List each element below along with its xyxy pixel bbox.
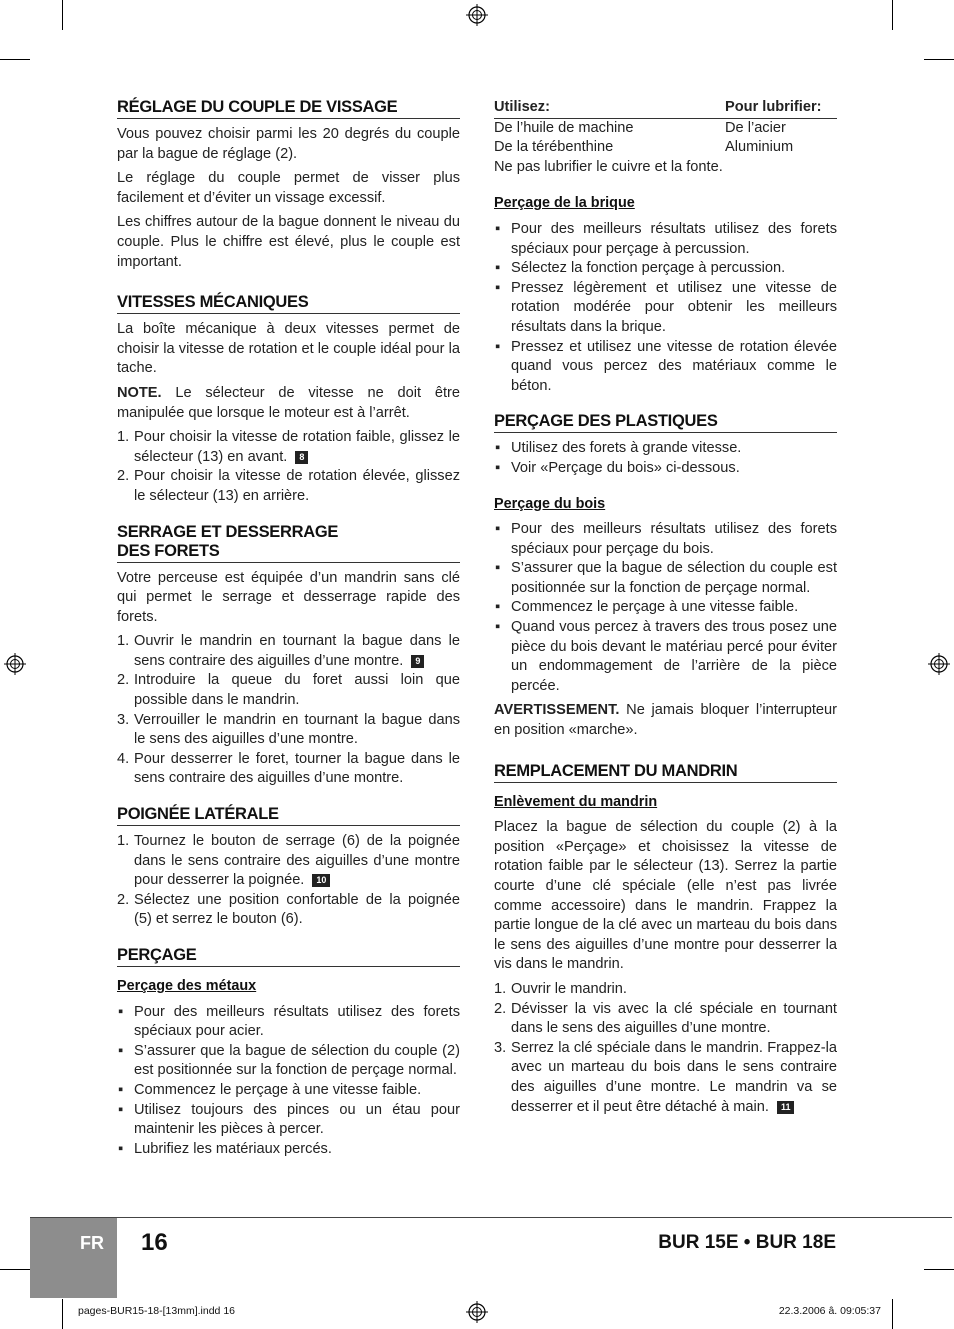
right-column (494, 98, 837, 1117)
page-number: 16 (141, 1229, 168, 1256)
registration-mark-icon (466, 1301, 488, 1323)
item-number: 1. (117, 633, 130, 650)
file-slug: pages-BUR15-18-[13mm].indd 16 (78, 1305, 235, 1317)
table-row (494, 118, 837, 138)
bullet: ▪ (118, 1101, 124, 1118)
title-line: SERRAGE ET DESSERRAGE (117, 522, 339, 541)
bullet-list (494, 220, 837, 396)
table-header: Pour lubrifier: (725, 98, 837, 118)
list-item (494, 559, 837, 598)
bullet: ▪ (118, 1140, 124, 1157)
bullet: ▪ (495, 279, 501, 296)
list-item (494, 1000, 837, 1039)
table-header-row (494, 98, 837, 118)
item-text: Dévisser la vis avec la clé spéciale en tournant dans le sens des aiguilles d’une montre. (511, 1000, 837, 1037)
list-item (494, 618, 837, 696)
registration-mark-icon (4, 653, 26, 675)
figure-reference-badge: 9 (411, 655, 424, 668)
paragraph: Placez la bague de sélection du couple (2) à la position «Perçage» et choisissez la vitesse de rotation faible par le sélecteur (13). Serrez la partie courte d’une clé spéciale (elle n’est pas livrée comme accessoire) dans le mandrin. Frappez la partie longue de la clé avec un marteau du bois dans le sens des aiguilles d’une montre pour desserrer la vis dans le mandrin. (494, 819, 837, 973)
list-item (117, 428, 460, 467)
bullet: ▪ (495, 521, 501, 538)
subsection-title: Perçage des métaux (117, 978, 257, 994)
list-item (117, 750, 460, 789)
item-number: 1. (494, 980, 507, 997)
item-text: Pour des meilleurs résultats utilisez des forets spéciaux pour perçage du bois. (511, 521, 837, 557)
numbered-list (117, 632, 460, 789)
registration-mark-icon (928, 653, 950, 675)
item-number: 2. (117, 891, 130, 908)
section-title: REMPLACEMENT DU MANDRIN (494, 762, 837, 783)
item-number: 4. (117, 750, 130, 767)
item-number: 3. (494, 1039, 507, 1056)
paragraph: La boîte mécanique à deux vitesses permet de choisir la vitesse de rotation et le couple idéal pour la tache. (117, 321, 460, 377)
list-item (494, 220, 837, 259)
item-text: S’assurer que la bague de sélection du couple (2) est positionnée sur la fonction de perçage normal. (134, 1042, 460, 1079)
table-header: Utilisez: (494, 98, 725, 118)
bullet: ▪ (495, 260, 501, 277)
paragraph: Vous pouvez choisir parmi les 20 degrés du couple par la bague de réglage (2). (117, 126, 460, 162)
footer-rule (30, 1217, 952, 1218)
bullet: ▪ (495, 560, 501, 577)
bullet-list (117, 1003, 460, 1160)
item-text: Pour desserrer le foret, tourner la bague dans le sens contraire des aiguilles d’une montre. (134, 750, 460, 787)
bullet: ▪ (118, 1003, 124, 1020)
model-name: BUR 15E • BUR 18E (658, 1232, 836, 1253)
bullet-list (494, 439, 837, 478)
crop-mark (892, 0, 893, 30)
warning-text: Ne jamais bloquer l’interrupteur en position «marche». (494, 702, 837, 739)
item-number: 1. (117, 833, 130, 850)
language-tab (30, 1218, 117, 1298)
item-text: Commencez le perçage à une vitesse faible. (511, 599, 799, 616)
list-item (117, 1042, 460, 1081)
paragraph: Le réglage du couple permet de visser plus facilement et d’éviter un vissage excessif. (117, 170, 460, 206)
numbered-list (117, 832, 460, 930)
item-text: Ouvrir le mandrin. (511, 980, 627, 997)
bullet: ▪ (495, 619, 501, 636)
crop-mark (924, 59, 954, 60)
item-text: Serrez la clé spéciale dans le mandrin. Frappez-la avec un marteau du bois dans le sens contraire des aiguilles d’une montre. Le mandrin va se desserrer et il peut être détaché à main. (511, 1039, 837, 1115)
paragraph: Les chiffres autour de la bague donnent le niveau du couple. Plus le chiffre est élevé, plus le couple est important. (117, 214, 460, 270)
item-text: Sélectez la fonction perçage à percussion. (511, 260, 786, 277)
crop-mark (0, 1269, 30, 1270)
item-text: Pressez légèrement et utilisez une vitesse de rotation modérée pour obtenir les meilleurs résultats dans la brique. (511, 279, 837, 335)
item-text: Pressez et utilisez une vitesse de rotation élevée quand vous percez des matériaux comme le béton. (511, 338, 837, 394)
note-paragraph (117, 384, 460, 423)
item-text: S’assurer que la bague de sélection du couple est positionnée sur la fonction de perçage normal. (511, 560, 837, 596)
item-text: Commencez le perçage à une vitesse faible. (134, 1081, 422, 1098)
item-number: 2. (117, 468, 130, 485)
list-item (494, 980, 837, 1000)
item-text: Pour choisir la vitesse de rotation faible, glissez le sélecteur (13) en avant. (134, 429, 460, 465)
item-number: 1. (117, 429, 130, 446)
paragraph: Ne pas lubrifier le cuivre et la fonte. (494, 158, 723, 175)
list-item (494, 520, 837, 559)
language-code: FR (80, 1233, 104, 1253)
item-number: 2. (494, 1000, 507, 1017)
list-item (117, 1140, 460, 1160)
section-title: PERÇAGE (117, 946, 460, 967)
note-text: Le sélecteur de vitesse ne doit être manipulée que lorsque le moteur est à l’arrêt. (117, 384, 460, 421)
bullet: ▪ (118, 1042, 124, 1059)
crop-mark (62, 1299, 63, 1329)
list-item (494, 259, 837, 279)
figure-reference-badge: 8 (295, 451, 308, 464)
subsection-title: Enlèvement du mandrin (494, 793, 658, 810)
bullet: ▪ (495, 440, 501, 457)
paragraph: Votre perceuse est équipée d’un mandrin sans clé qui permet le serrage et desserrage rapide des forets. (117, 569, 460, 625)
item-text: Ouvrir le mandrin en tournant la bague dans le sens contraire des aiguilles d’une montre. (134, 633, 460, 669)
list-item (117, 1003, 460, 1042)
list-item (117, 1101, 460, 1140)
list-item (494, 598, 837, 618)
table-cell: De l’acier (725, 119, 786, 136)
item-text: Voir «Perçage du bois» ci-dessous. (511, 459, 740, 476)
table-cell: Aluminium (725, 139, 794, 156)
crop-mark (924, 1269, 954, 1270)
item-text: Tournez le bouton de serrage (6) de la poignée dans le sens contraire des aiguilles d’une montre pour desserrer la poignée. (134, 833, 460, 889)
item-text: Quand vous percez à travers des trous posez une pièce du bois devant le matériau percé pour éviter un endommagement de l’arrière de la pièce percée. (511, 619, 837, 694)
item-text: Pour des meilleurs résultats utilisez des forets spéciaux pour acier. (134, 1003, 460, 1040)
list-item (117, 467, 460, 506)
warning-paragraph (494, 701, 837, 740)
section-title: RÉGLAGE DU COUPLE DE VISSAGE (117, 98, 460, 119)
item-text: Pour des meilleurs résultats utilisez des forets spéciaux pour perçage à percussion. (511, 220, 837, 257)
figure-reference-badge: 10 (312, 874, 330, 887)
table-cell: De l’huile de machine (494, 119, 634, 136)
item-text: Utilisez des forets à grande vitesse. (511, 440, 742, 457)
figure-reference-badge: 11 (777, 1101, 795, 1114)
section-title (117, 523, 460, 563)
note-label: NOTE. (117, 384, 162, 401)
bullet: ▪ (495, 338, 501, 355)
item-text: Utilisez toujours des pinces ou un étau pour maintenir les pièces à percer. (134, 1101, 460, 1138)
lubricant-table (494, 98, 837, 158)
table-row (494, 138, 837, 158)
registration-mark-icon (466, 4, 488, 26)
warning-label: AVERTISSEMENT. (494, 702, 620, 719)
numbered-list (494, 980, 837, 1117)
list-item (494, 1039, 837, 1117)
item-number: 3. (117, 711, 130, 728)
list-item (117, 671, 460, 710)
section-title: POIGNÉE LATÉRALE (117, 805, 460, 826)
subsection-title: Perçage du bois (494, 495, 606, 512)
item-text: Lubrifiez les matériaux percés. (134, 1140, 332, 1157)
list-item (117, 1081, 460, 1101)
left-column (117, 98, 460, 1159)
bullet: ▪ (495, 599, 501, 616)
title-line: DES FORETS (117, 541, 220, 560)
list-item (117, 891, 460, 930)
bullet: ▪ (118, 1081, 124, 1098)
list-item (117, 711, 460, 750)
list-item (494, 338, 837, 397)
date-slug: 22.3.2006 â. 09:05:37 (778, 1305, 881, 1317)
list-item (494, 459, 837, 479)
item-text: Sélectez une position confortable de la poignée (5) et serrez le bouton (6). (134, 891, 460, 928)
item-text: Pour choisir la vitesse de rotation élevée, glissez le sélecteur (13) en arrière. (134, 468, 460, 504)
crop-mark (0, 59, 30, 60)
section-title: PERÇAGE DES PLASTIQUES (494, 412, 837, 433)
bullet: ▪ (495, 220, 501, 237)
list-item (117, 632, 460, 671)
list-item (494, 279, 837, 338)
item-text: Introduire la queue du foret aussi loin que possible dans le mandrin. (134, 672, 460, 709)
item-text: Verrouiller le mandrin en tournant la bague dans le sens des aiguilles d’une montre. (134, 711, 460, 748)
crop-mark (62, 0, 63, 30)
section-title: VITESSES MÉCANIQUES (117, 293, 460, 314)
bullet: ▪ (495, 459, 501, 476)
item-number: 2. (117, 672, 130, 689)
bullet-list (494, 520, 837, 696)
crop-mark (892, 1299, 893, 1329)
list-item (117, 832, 460, 891)
table-cell: De la térébenthine (494, 139, 614, 156)
list-item (494, 439, 837, 459)
numbered-list (117, 428, 460, 506)
subsection-title: Perçage de la brique (494, 195, 635, 212)
